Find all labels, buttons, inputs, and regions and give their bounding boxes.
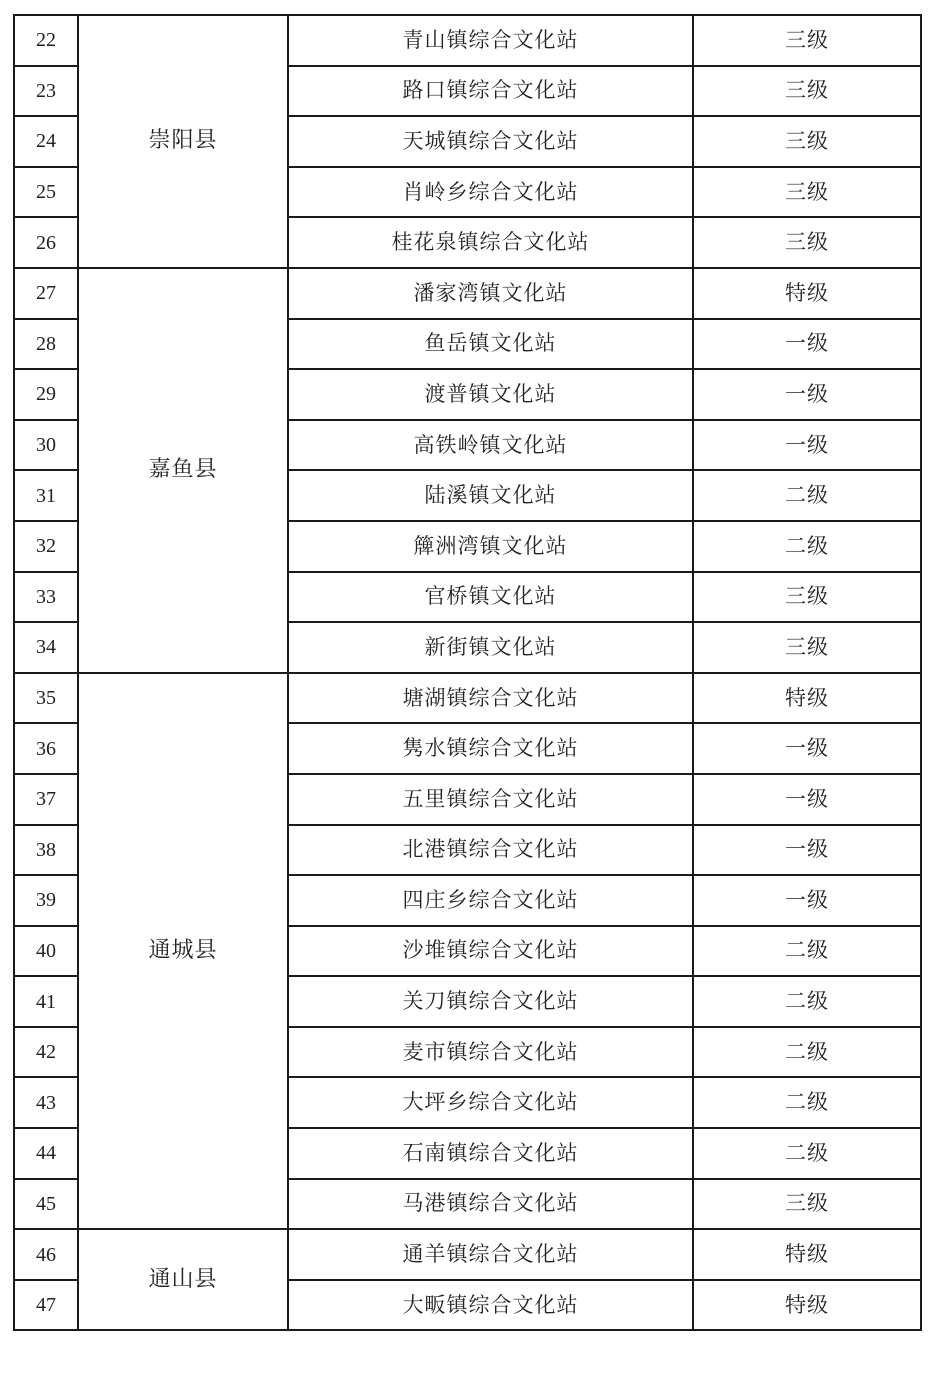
station-name-cell: 北港镇综合文化站 bbox=[288, 825, 693, 876]
grade-cell: 三级 bbox=[693, 217, 921, 268]
grade-cell: 特级 bbox=[693, 1280, 921, 1331]
grade-cell: 一级 bbox=[693, 875, 921, 926]
row-number-cell: 38 bbox=[14, 825, 78, 876]
station-name-cell: 石南镇综合文化站 bbox=[288, 1128, 693, 1179]
station-name-cell: 五里镇综合文化站 bbox=[288, 774, 693, 825]
station-name-cell: 天城镇综合文化站 bbox=[288, 116, 693, 167]
grade-cell: 一级 bbox=[693, 319, 921, 370]
row-number-cell: 39 bbox=[14, 875, 78, 926]
county-cell: 崇阳县 bbox=[78, 15, 288, 268]
row-number-cell: 28 bbox=[14, 319, 78, 370]
grade-cell: 一级 bbox=[693, 825, 921, 876]
row-number-cell: 46 bbox=[14, 1229, 78, 1280]
station-name-cell: 高铁岭镇文化站 bbox=[288, 420, 693, 471]
row-number-cell: 37 bbox=[14, 774, 78, 825]
table-row bbox=[14, 673, 921, 724]
grade-cell: 特级 bbox=[693, 1229, 921, 1280]
station-name-cell: 青山镇综合文化站 bbox=[288, 15, 693, 66]
table-body bbox=[14, 15, 921, 1330]
grade-cell: 三级 bbox=[693, 167, 921, 218]
grade-cell: 一级 bbox=[693, 369, 921, 420]
station-name-cell: 四庄乡综合文化站 bbox=[288, 875, 693, 926]
row-number-cell: 31 bbox=[14, 470, 78, 521]
station-name-cell: 塘湖镇综合文化站 bbox=[288, 673, 693, 724]
row-number-cell: 27 bbox=[14, 268, 78, 319]
row-number-cell: 32 bbox=[14, 521, 78, 572]
county-cell: 嘉鱼县 bbox=[78, 268, 288, 673]
station-name-cell: 马港镇综合文化站 bbox=[288, 1179, 693, 1230]
row-number-cell: 40 bbox=[14, 926, 78, 977]
row-number-cell: 23 bbox=[14, 66, 78, 117]
station-name-cell: 沙堆镇综合文化站 bbox=[288, 926, 693, 977]
row-number-cell: 26 bbox=[14, 217, 78, 268]
grade-cell: 二级 bbox=[693, 1128, 921, 1179]
station-name-cell: 路口镇综合文化站 bbox=[288, 66, 693, 117]
row-number-cell: 44 bbox=[14, 1128, 78, 1179]
grade-cell: 一级 bbox=[693, 723, 921, 774]
grade-cell: 二级 bbox=[693, 1027, 921, 1078]
grade-cell: 三级 bbox=[693, 66, 921, 117]
station-name-cell: 麦市镇综合文化站 bbox=[288, 1027, 693, 1078]
grade-cell: 特级 bbox=[693, 673, 921, 724]
row-number-cell: 33 bbox=[14, 572, 78, 623]
grade-cell: 三级 bbox=[693, 15, 921, 66]
row-number-cell: 36 bbox=[14, 723, 78, 774]
row-number-cell: 30 bbox=[14, 420, 78, 471]
station-name-cell: 肖岭乡综合文化站 bbox=[288, 167, 693, 218]
station-name-cell: 簰洲湾镇文化站 bbox=[288, 521, 693, 572]
station-name-cell: 鱼岳镇文化站 bbox=[288, 319, 693, 370]
grade-cell: 一级 bbox=[693, 420, 921, 471]
station-name-cell: 渡普镇文化站 bbox=[288, 369, 693, 420]
station-name-cell: 陆溪镇文化站 bbox=[288, 470, 693, 521]
station-name-cell: 新街镇文化站 bbox=[288, 622, 693, 673]
station-name-cell: 隽水镇综合文化站 bbox=[288, 723, 693, 774]
grade-cell: 三级 bbox=[693, 622, 921, 673]
row-number-cell: 41 bbox=[14, 976, 78, 1027]
row-number-cell: 34 bbox=[14, 622, 78, 673]
grade-cell: 三级 bbox=[693, 572, 921, 623]
row-number-cell: 35 bbox=[14, 673, 78, 724]
grade-cell: 二级 bbox=[693, 521, 921, 572]
row-number-cell: 25 bbox=[14, 167, 78, 218]
row-number-cell: 42 bbox=[14, 1027, 78, 1078]
station-name-cell: 大畈镇综合文化站 bbox=[288, 1280, 693, 1331]
table-row bbox=[14, 15, 921, 66]
row-number-cell: 47 bbox=[14, 1280, 78, 1331]
grade-cell: 三级 bbox=[693, 1179, 921, 1230]
row-number-cell: 29 bbox=[14, 369, 78, 420]
grade-cell: 二级 bbox=[693, 470, 921, 521]
row-number-cell: 43 bbox=[14, 1077, 78, 1128]
grade-cell: 二级 bbox=[693, 976, 921, 1027]
station-table-container bbox=[13, 14, 920, 1331]
station-name-cell: 通羊镇综合文化站 bbox=[288, 1229, 693, 1280]
row-number-cell: 22 bbox=[14, 15, 78, 66]
row-number-cell: 45 bbox=[14, 1179, 78, 1230]
grade-cell: 二级 bbox=[693, 926, 921, 977]
station-name-cell: 关刀镇综合文化站 bbox=[288, 976, 693, 1027]
county-cell: 通山县 bbox=[78, 1229, 288, 1330]
grade-cell: 二级 bbox=[693, 1077, 921, 1128]
grade-cell: 三级 bbox=[693, 116, 921, 167]
station-name-cell: 大坪乡综合文化站 bbox=[288, 1077, 693, 1128]
grade-cell: 特级 bbox=[693, 268, 921, 319]
grade-cell: 一级 bbox=[693, 774, 921, 825]
station-name-cell: 潘家湾镇文化站 bbox=[288, 268, 693, 319]
county-cell: 通城县 bbox=[78, 673, 288, 1230]
station-name-cell: 官桥镇文化站 bbox=[288, 572, 693, 623]
row-number-cell: 24 bbox=[14, 116, 78, 167]
table-row bbox=[14, 1229, 921, 1280]
cultural-station-table bbox=[13, 14, 922, 1331]
table-row bbox=[14, 268, 921, 319]
station-name-cell: 桂花泉镇综合文化站 bbox=[288, 217, 693, 268]
